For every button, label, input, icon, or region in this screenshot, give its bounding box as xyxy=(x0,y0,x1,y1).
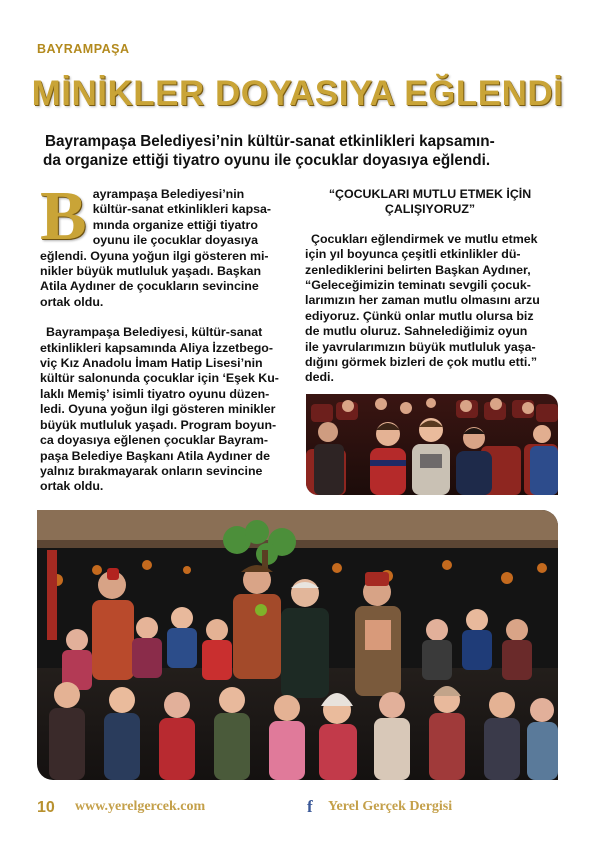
drop-cap: B xyxy=(40,178,87,255)
text-line: ile yavrularımızın büyük mutluluk yaşa- xyxy=(305,339,536,354)
text-line: mında organize ettiği tiyatro xyxy=(92,217,258,232)
text-line: oyunu ile çocuklar doyasıya xyxy=(92,233,258,248)
text-line: Atila Aydıner de çocukların sevincine xyxy=(40,279,259,294)
text-line: Bayrampaşa Belediyesi, kültür-sanat xyxy=(46,325,263,340)
text-line: ca doyasıya eğlenen çocuklar Bayram- xyxy=(40,433,268,448)
paragraph-1 xyxy=(40,178,290,310)
text-line: ledi. Oyuna yoğun ilgi gösteren minikler xyxy=(40,402,276,417)
paragraph-2 xyxy=(40,325,290,494)
paragraph-3 xyxy=(305,232,555,386)
text-line: kültür salonunda çocuklar için ‘Eşek Ku- xyxy=(40,371,279,386)
text-line: zenlediklerini belirten Başkan Aydıner, xyxy=(305,262,531,277)
lead-line: da organize ettiği tiyatro oyunu ile çocuklar doyasıya eğlendi. xyxy=(43,152,491,169)
group-photo-image xyxy=(37,510,558,780)
text-line: dedi. xyxy=(305,370,334,385)
text-line: “Geleceğimizin teminatı sevgili çocuk- xyxy=(305,278,531,293)
text-line: yalnız bırakmayarak onların sevincine xyxy=(40,463,263,478)
subheading xyxy=(305,187,555,218)
text-line: larımızın her zaman mutlu olmasını arzu xyxy=(305,293,540,308)
article-left-column xyxy=(40,178,290,495)
text-line: ortak oldu. xyxy=(40,294,104,309)
text-line: viç Kız Anadolu İmam Hatip Lisesi’nin xyxy=(40,356,263,371)
text-line: büyük mutluluk yaşadı. Program boyun- xyxy=(40,417,277,432)
text-line: kültür-sanat etkinlikleri kapsa- xyxy=(92,202,272,217)
group-photo xyxy=(37,510,558,780)
text-line: laklı Memiş’ isimli tiyatro oyunu düzen- xyxy=(40,386,270,401)
text-line: de mutlu oluruz. Sahnelediğimiz oyun xyxy=(305,324,528,339)
page-number: 10 xyxy=(37,799,55,816)
audience-photo xyxy=(306,394,558,495)
text-line: için yıl boyunca çeşitli etkinlikler dü- xyxy=(305,247,521,262)
magazine-name: Yerel Gerçek Dergisi xyxy=(328,799,453,814)
lead-line: Bayrampaşa Belediyesi’nin kültür-sanat etkinlikleri kapsamın- xyxy=(45,133,495,150)
subheading-line: “ÇOCUKLARI MUTLU ETMEK İÇİN xyxy=(328,187,532,201)
text-line: eğlendi. Oyuna yoğun ilgi gösteren mi- xyxy=(40,248,269,263)
text-line: ortak oldu. xyxy=(40,479,104,494)
section-label: BAYRAMPAŞA xyxy=(37,42,130,56)
text-line: ayrampaşa Belediyesi’nin xyxy=(92,187,245,201)
article-headline: MİNİKLER DOYASIYA EĞLENDİ xyxy=(31,74,564,113)
text-line: nikler büyük mutluluk yaşadı. Başkan xyxy=(40,264,262,279)
audience-photo-image xyxy=(306,394,558,495)
text-line: ediyoruz. Çünkü onlar mutlu olursa biz xyxy=(305,308,534,323)
facebook-icon[interactable]: f xyxy=(307,797,313,816)
subheading-line: ÇALIŞIYORUZ” xyxy=(384,202,476,217)
article-right-column xyxy=(305,187,555,386)
text-line: etkinlikleri kapsamında Aliya İzzetbego- xyxy=(40,340,273,355)
text-line: dığını görmek bizleri de çok mutlu etti.” xyxy=(305,355,538,370)
website-link[interactable]: www.yerelgercek.com xyxy=(75,799,206,814)
article-lead xyxy=(43,132,563,170)
text-line: paşa Belediye Başkanı Atila Aydıner de xyxy=(40,448,271,463)
text-line: Çocukları eğlendirmek ve mutlu etmek xyxy=(311,231,538,246)
